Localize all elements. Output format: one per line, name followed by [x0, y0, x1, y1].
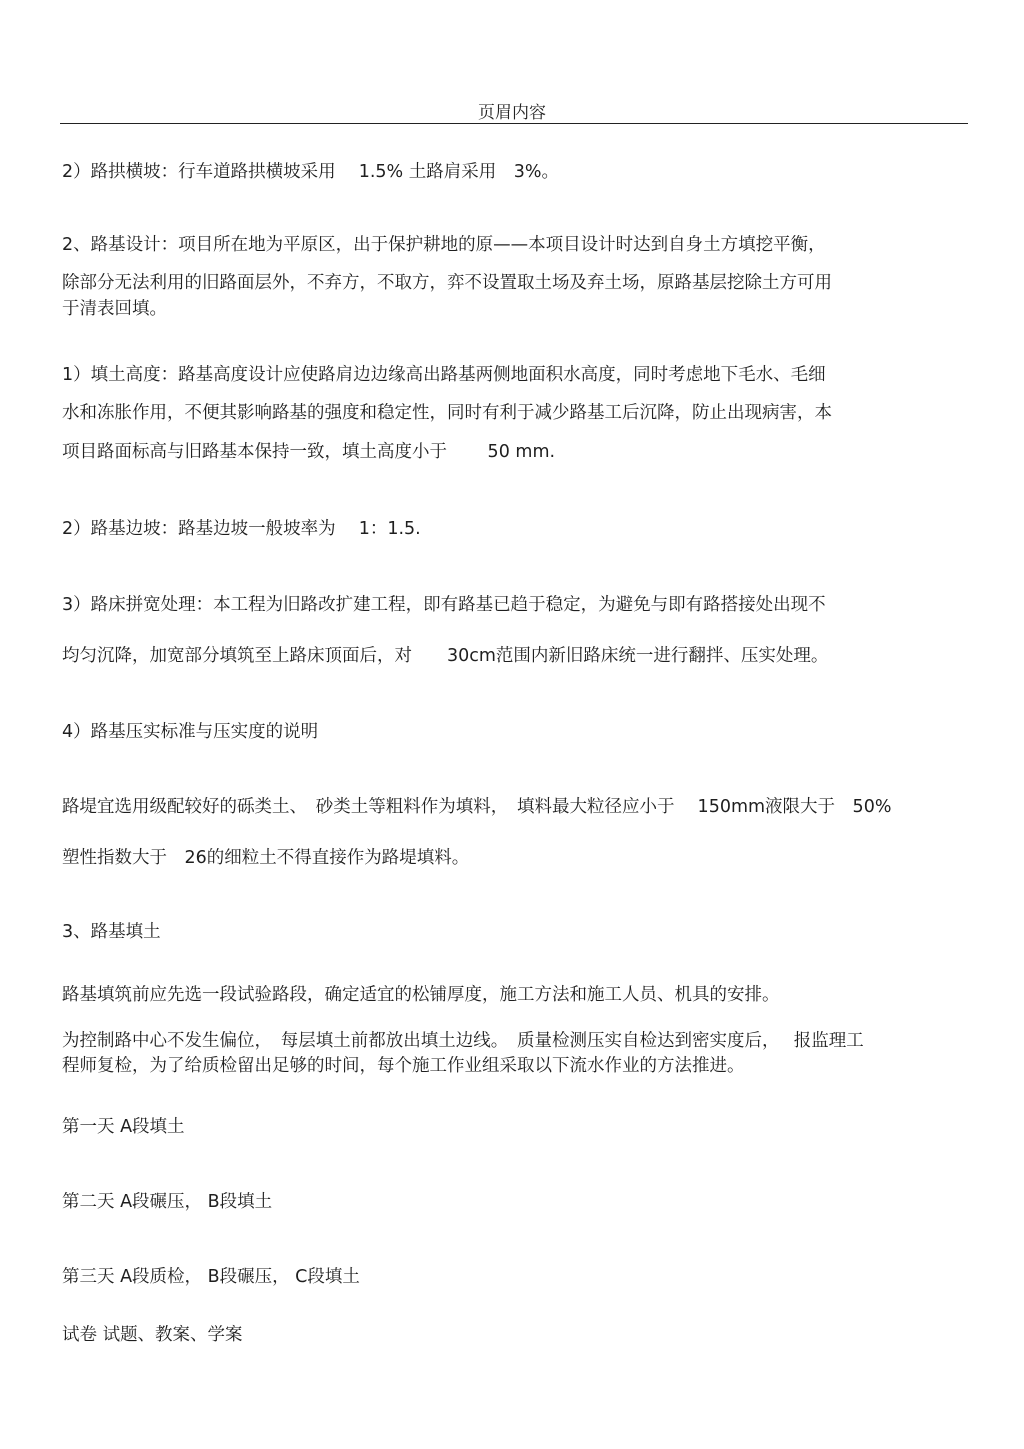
text-line-9: 3）路床拼宽处理：本工程为旧路改扩建工程，即有路基已趋于稳定，为避免与即有路搭接处出现不 — [62, 595, 826, 615]
text-line-16: 为控制路中心不发生偏位， 每层填土前都放出填土边线。 质量检测压实自检达到密实度后， 报监理工 — [62, 1031, 864, 1051]
text-line-17: 程师复检，为了给质检留出足够的时间，每个施工作业组采取以下流水作业的方法推进。 — [62, 1056, 745, 1076]
text-line-2: 2、路基设计：项目所在地为平原区，出于保护耕地的原——本项目设计时达到自身土方填挖平衡， — [62, 235, 826, 255]
text-line-12: 路堤宜选用级配较好的砾类土、 砂类土等粗料作为填料， 填料最大粒径应小于 150mm液限大于 50% — [62, 797, 892, 817]
text-line-4: 于清表回填。 — [62, 299, 167, 319]
text-line-1: 2）路拱横坡：行车道路拱横坡采用 1.5% 土路肩采用 3%。 — [62, 162, 559, 182]
header-divider — [60, 123, 968, 124]
text-line-15: 路基填筑前应先选一段试验路段，确定适宜的松铺厚度，施工方法和施工人员、机具的安排。 — [62, 985, 780, 1005]
page-header-title: 页眉内容 — [478, 103, 546, 123]
text-line-8: 2）路基边坡：路基边坡一般坡率为 1：1.5. — [62, 519, 421, 539]
text-line-20: 第三天 A段质检， B段碾压， C段填土 — [62, 1267, 360, 1287]
text-line-5: 1）填土高度：路基高度设计应使路肩边边缘高出路基两侧地面积水高度，同时考虑地下毛水、毛细 — [62, 365, 826, 385]
text-line-18: 第一天 A段填土 — [62, 1117, 185, 1137]
text-line-19: 第二天 A段碾压， B段填土 — [62, 1192, 273, 1212]
text-line-10: 均匀沉降，加宽部分填筑至上路床顶面后，对 30cm范围内新旧路床统一进行翻拌、压实处理。 — [62, 646, 829, 666]
text-line-11: 4）路基压实标准与压实度的说明 — [62, 722, 319, 742]
text-line-21: 试卷 试题、教案、学案 — [62, 1325, 243, 1345]
text-line-6: 水和冻胀作用，不便其影响路基的强度和稳定性，同时有利于减少路基工后沉降，防止出现病害，本 — [62, 403, 832, 423]
text-line-3: 除部分无法利用的旧路面层外，不弃方，不取方，弈不设置取土场及弃土场，原路基层挖除土方可用 — [62, 273, 832, 293]
text-line-13: 塑性指数大于 26的细粒土不得直接作为路堤填料。 — [62, 848, 470, 868]
text-line-14: 3、路基填土 — [62, 922, 161, 942]
text-line-7: 项目路面标高与旧路基本保持一致，填土高度小于 50 mm. — [62, 442, 556, 462]
